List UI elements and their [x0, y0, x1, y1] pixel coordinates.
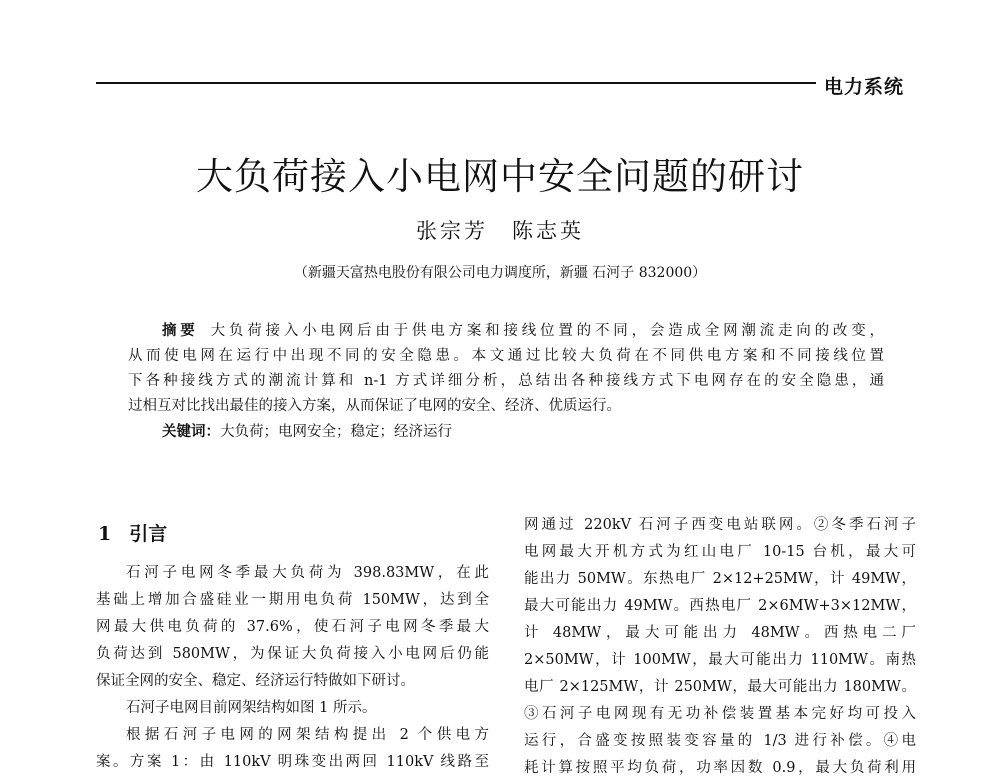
affiliation: （新疆天富热电股份有限公司电力调度所，新疆 石河子 832000）	[293, 265, 707, 281]
paragraph-line: 电厂 2×125MW，计 250MW，最大可能出力 180MW。	[524, 679, 916, 695]
abstract-line: 从而使电网在运行中出现不同的安全隐患。本文通过比较大负荷在不同供电方案和不同接线位置	[128, 348, 884, 364]
abstract-line: 下各种接线方式的潮流计算和 n-1 方式详细分析，总结出各种接线方式下电网存在的安全隐患，通	[128, 373, 884, 389]
keywords-line	[128, 419, 884, 445]
journal-section-label: 电力系统	[824, 76, 905, 98]
keywords-label: 关键词：	[162, 423, 220, 440]
section-heading	[98, 519, 167, 546]
left-column	[96, 560, 489, 776]
paragraph-line: 保证全网的安全、稳定、经济运行特做如下研讨。	[96, 673, 415, 689]
abstract-block	[128, 318, 884, 445]
paragraph-line: 电网最大开机方式为红山电厂 10-15 台机，最大可	[524, 544, 916, 560]
paragraph-line: 根据石河子电网的网架结构提出 2 个供电方	[126, 727, 489, 743]
right-column	[524, 512, 916, 782]
author-list	[0, 215, 1000, 245]
header-rule	[96, 82, 816, 84]
abstract-line: 过相互对比找出最佳的接入方案，从而保证了电网的安全、经济、优质运行。	[128, 398, 621, 414]
abstract-label: 摘要	[162, 322, 199, 339]
abstract-line: 摘要 大负荷接入小电网后由于供电方案和接线位置的不同，会造成全网潮流走向的改变，	[162, 322, 885, 339]
section-title: 引言	[129, 523, 168, 545]
paragraph-line: 2×50MW，计 100MW，最大可能出力 110MW。南热	[524, 652, 916, 668]
paragraph-line: 石河子电网冬季最大负荷为 398.83MW，在此	[126, 565, 489, 581]
paragraph-line: ③石河子电网现有无功补偿装置基本完好均可投入	[524, 706, 916, 722]
paper-title: 大负荷接入小电网中安全问题的研讨	[196, 155, 804, 198]
paragraph-line: 最大可能出力 49MW。西热电厂 2×6MW+3×12MW，	[524, 598, 916, 614]
paragraph-line: 网最大供电负荷的 37.6%，使石河子电网冬季最大	[96, 619, 489, 635]
paragraph-line: 计 48MW，最大可能出力 48MW。西热电二厂	[524, 625, 916, 641]
paragraph-line: 基础上增加合盛硅业一期用电负荷 150MW，达到全	[96, 592, 489, 608]
paragraph-line: 能出力 50MW。东热电厂 2×12+25MW，计 49MW，	[524, 571, 916, 587]
paragraph-line: 耗计算按照平均负荷，功率因数 0.9，最大负荷利用	[524, 760, 916, 776]
keywords-text: 大负荷；电网安全；稳定；经济运行	[220, 424, 452, 440]
paragraph-line: 负荷达到 580MW，为保证大负荷接入小电网后仍能	[96, 646, 489, 662]
paragraph-line: 案。方案 1：由 110kV 明珠变出两回 110kV 线路至	[96, 754, 489, 770]
paragraph-line: 运行，合盛变按照装变容量的 1/3 进行补偿。④电	[524, 733, 916, 749]
paragraph-line: 石河子电网目前网架结构如图 1 所示。	[126, 700, 377, 716]
author-name: 张宗芳	[416, 219, 488, 243]
paragraph-line: 网通过 220kV 石河子西变电站联网。②冬季石河子	[524, 517, 916, 533]
section-number: 1	[98, 523, 112, 545]
author-name: 陈志英	[512, 219, 584, 243]
